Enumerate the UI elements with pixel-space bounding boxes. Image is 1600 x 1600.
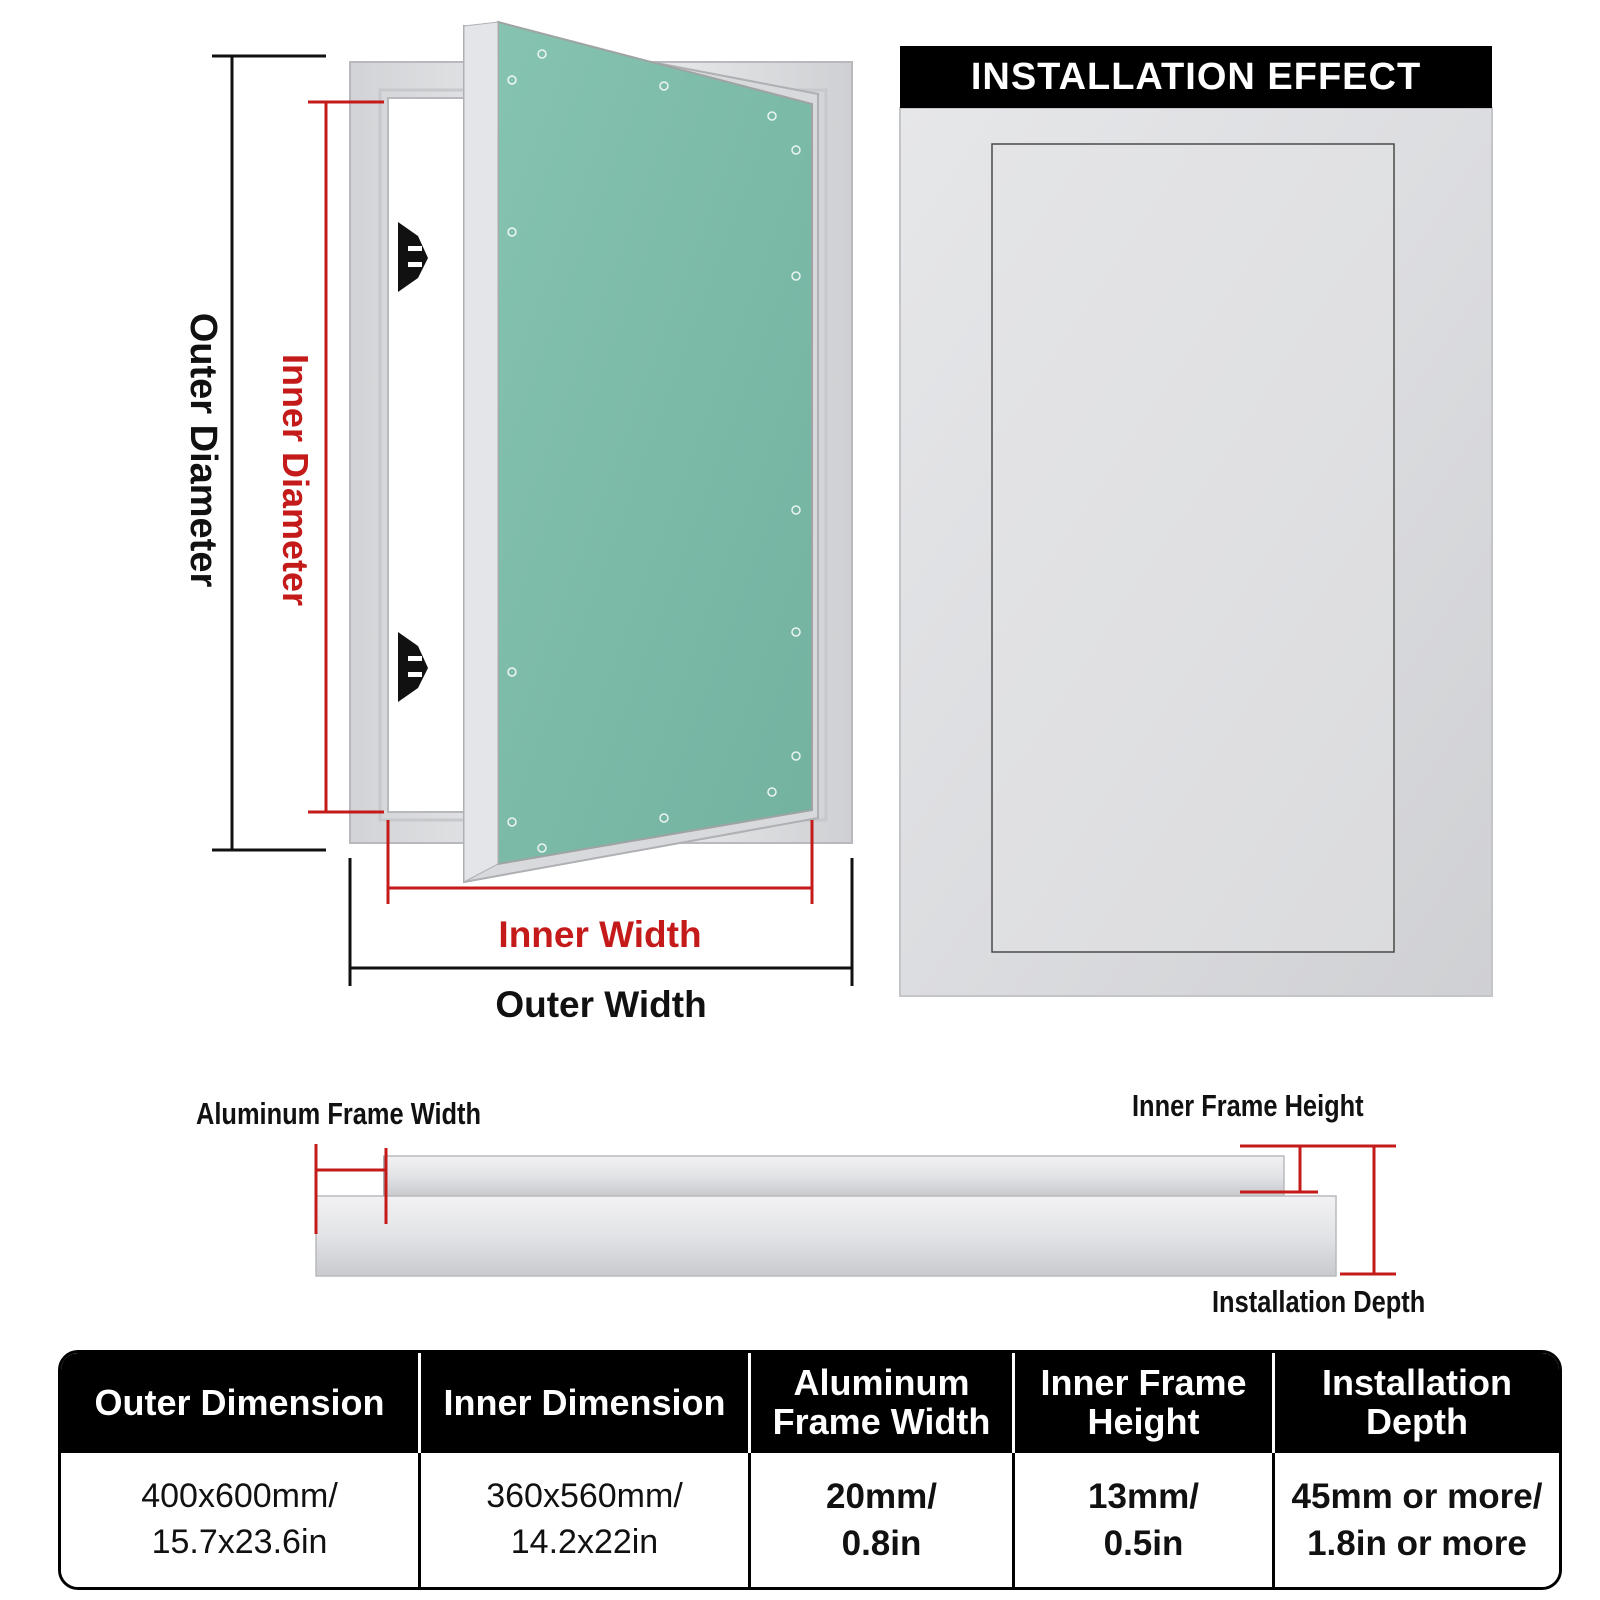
value-installation-depth [1275,1453,1559,1587]
value-line: 14.2x22in [510,1523,659,1561]
spec-table-header-row [61,1353,1559,1453]
spec-table [58,1350,1562,1590]
aluminum-profile [316,1156,1336,1276]
value-line: 20mm/ [826,1476,937,1516]
value-line: 15.7x23.6in [151,1523,328,1561]
header-aluminum-frame-width [751,1353,1015,1453]
header-installation-depth [1275,1353,1559,1453]
outer-width-label: Outer Width [495,984,707,1025]
inner-diameter-label: Inner Diameter [275,353,316,607]
value-line: 400x600mm/ [141,1477,338,1516]
value-line: 45mm or more/ [1291,1476,1543,1516]
value-outer-dimension [61,1453,421,1587]
value-aluminum-frame-width [751,1453,1015,1587]
header-line: Height [1087,1401,1200,1442]
installation-effect-panel [900,108,1492,996]
value-line: 0.8in [841,1524,922,1563]
open-door-panel [464,22,818,882]
value-line: 0.5in [1103,1524,1184,1563]
inner-frame-height-label: Inner Frame Height [1132,1088,1364,1123]
header-line: Outer Dimension [94,1381,385,1423]
header-inner-frame-height [1015,1353,1275,1453]
value-line: 360x560mm/ [486,1477,683,1516]
spec-table-row [61,1453,1559,1587]
value-line: 1.8in or more [1307,1524,1527,1563]
value-inner-frame-height [1015,1453,1275,1587]
header-line: Aluminum [793,1362,970,1404]
header-line: Installation [1321,1362,1513,1404]
header-line: Frame Width [772,1401,991,1442]
header-line: Inner Dimension [443,1381,726,1423]
header-inner-dimension [421,1353,751,1453]
installation-depth-label: Installation Depth [1212,1284,1426,1319]
inner-width-label: Inner Width [498,914,702,955]
outer-diameter-label: Outer Diameter [182,312,224,588]
value-inner-dimension [421,1453,751,1587]
aluminum-frame-width-label: Aluminum Frame Width [196,1096,482,1131]
header-line: Depth [1366,1401,1468,1442]
installation-effect-title: INSTALLATION EFFECT [900,46,1492,108]
header-outer-dimension [61,1353,421,1453]
value-line: 13mm/ [1088,1476,1199,1516]
header-line: Inner Frame [1040,1362,1247,1404]
